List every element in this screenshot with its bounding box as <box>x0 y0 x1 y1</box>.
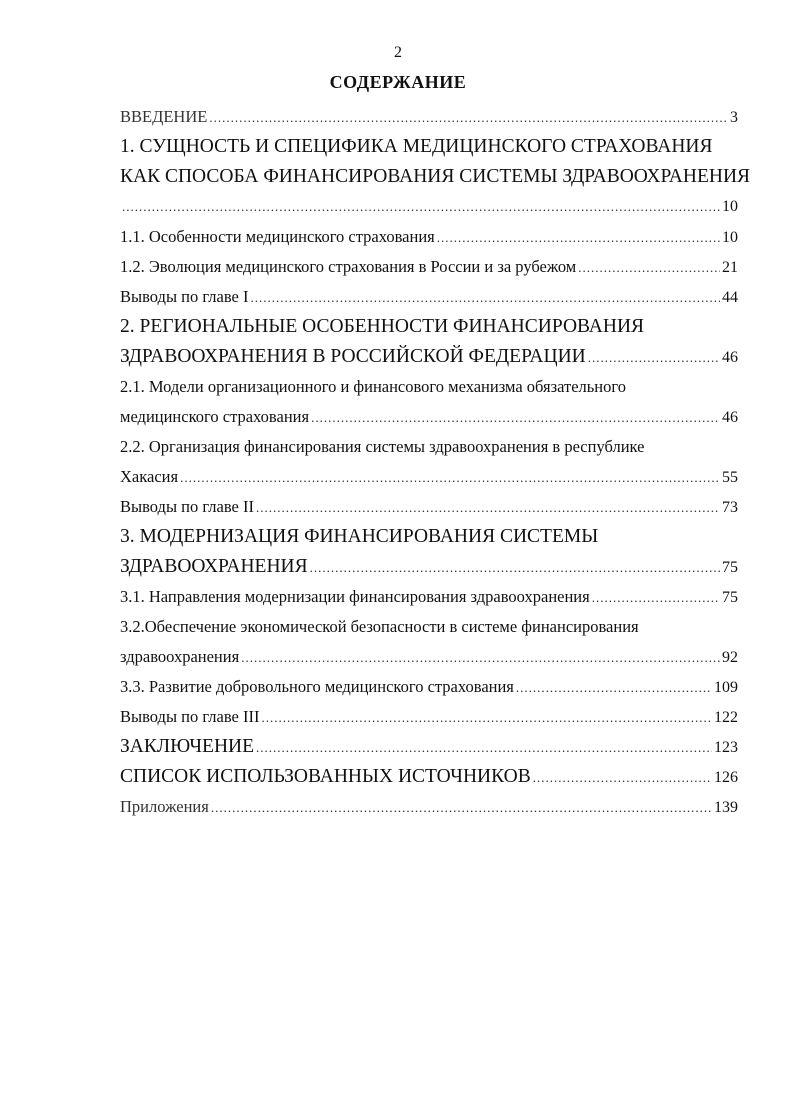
dot-leader <box>592 583 720 613</box>
dot-leader <box>578 253 720 283</box>
toc-entry-text: ЗДРАВООХРАНЕНИЯ <box>120 556 308 577</box>
toc-entry-appendix <box>120 792 738 822</box>
toc-chapter-1-line2: КАК СПОСОБА ФИНАНСИРОВАНИЯ СИСТЕМЫ ЗДРАВООХРАНЕНИЯ <box>120 166 751 187</box>
toc-entry-text: 1.1. Особенности медицинского страхования <box>120 227 435 246</box>
toc-page-number: 75 <box>722 559 738 576</box>
toc-entry-3-3 <box>120 672 738 702</box>
toc-page-number: 122 <box>714 709 738 726</box>
toc-page-number: 46 <box>722 349 738 366</box>
toc-entry-2-2-line2 <box>120 462 738 492</box>
dot-leader <box>533 763 712 793</box>
toc-page-number: 73 <box>722 499 738 516</box>
toc-entry-text: 3.3. Развитие добровольного медицинского страхования <box>120 677 514 696</box>
toc-entry-text: ВВЕДЕНИЕ <box>120 107 208 126</box>
toc-entry-text: Выводы по главе III <box>120 707 260 726</box>
page-number: 2 <box>394 44 402 61</box>
toc-chapter-2-line2 <box>120 342 738 372</box>
toc-entry-text: медицинского страхования <box>120 407 310 426</box>
toc-page-number: 3 <box>730 109 738 126</box>
toc-page-number: 21 <box>722 259 738 276</box>
toc-entry-conclusions-1 <box>120 282 738 312</box>
toc-page-number: 109 <box>714 679 738 696</box>
toc-page-number: 139 <box>714 799 738 816</box>
toc-entry-1-2 <box>120 252 738 282</box>
toc-entry-1-1 <box>120 222 738 252</box>
toc-chapter-1-line1: 1. СУЩНОСТЬ И СПЕЦИФИКА МЕДИЦИНСКОГО СТРАХОВАНИЯ <box>120 136 713 157</box>
toc-entry-3-2-line1: 3.2.Обеспечение экономической безопасности в системе финансирования <box>120 617 639 636</box>
toc-page-number: 126 <box>714 769 738 786</box>
toc-entry-text: Хакасия <box>120 467 179 486</box>
toc-entry-2-1-line2 <box>120 402 738 432</box>
toc-page-number: 44 <box>722 289 738 306</box>
toc-entry-text: 1.2. Эволюция медицинского страхования в России и за рубежом <box>120 257 577 276</box>
toc-entry-conclusions-2 <box>120 492 738 522</box>
toc-chapter-3-line2 <box>120 552 738 582</box>
toc-entry-2-2-line1: 2.2. Организация финансирования системы здравоохранения в республике <box>120 437 645 456</box>
dot-leader <box>310 553 720 583</box>
toc-page-number: 75 <box>722 589 738 606</box>
toc-entry-3-1 <box>120 582 738 612</box>
toc-chapter-1-page-row <box>120 192 738 222</box>
dot-leader <box>516 673 712 703</box>
toc-entry-3-2-line2 <box>120 642 738 672</box>
dot-leader <box>261 703 712 733</box>
dot-leader <box>180 463 720 493</box>
dot-leader <box>311 403 720 433</box>
toc-chapter-3-line1: 3. МОДЕРНИЗАЦИЯ ФИНАНСИРОВАНИЯ СИСТЕМЫ <box>120 526 599 547</box>
toc-entry-conclusions-3 <box>120 702 738 732</box>
toc-entry-text: Приложения <box>120 797 209 816</box>
dot-leader <box>256 493 720 523</box>
toc-page-number: 55 <box>722 469 738 486</box>
toc-page-number: 10 <box>722 229 738 246</box>
toc-entry-text: ЗДРАВООХРАНЕНИЯ В РОССИЙСКОЙ ФЕДЕРАЦИИ <box>120 346 586 367</box>
dot-leader <box>211 793 712 823</box>
toc-page-number: 123 <box>714 739 738 756</box>
dot-leader <box>256 733 712 763</box>
toc-entry-conclusion <box>120 732 738 762</box>
toc-entry-text: СПИСОК ИСПОЛЬЗОВАННЫХ ИСТОЧНИКОВ <box>120 766 531 787</box>
table-of-contents <box>120 102 751 822</box>
toc-entry-text: Выводы по главе II <box>120 497 254 516</box>
dot-leader <box>209 103 728 133</box>
toc-page-number: 46 <box>722 409 738 426</box>
toc-chapter-2-line1: 2. РЕГИОНАЛЬНЫЕ ОСОБЕННОСТИ ФИНАНСИРОВАНИЯ <box>120 316 645 337</box>
dot-leader <box>588 343 720 373</box>
toc-entry-2-1-line1: 2.1. Модели организационного и финансового механизма обязательного <box>120 377 626 396</box>
dot-leader <box>241 643 720 673</box>
dot-leader <box>437 223 720 253</box>
toc-page-number: 10 <box>722 198 738 215</box>
toc-entry-text: здравоохранения <box>120 647 240 666</box>
toc-title: СОДЕРЖАНИЕ <box>329 72 467 92</box>
toc-page-number: 92 <box>722 649 738 666</box>
toc-entry-text: 3.1. Направления модернизации финансирования здравоохранения <box>120 587 590 606</box>
toc-entry-text: ЗАКЛЮЧЕНИЕ <box>120 736 255 757</box>
dot-leader <box>122 192 720 222</box>
toc-entry-intro <box>120 102 738 132</box>
dot-leader <box>250 283 720 313</box>
toc-entry-text: Выводы по главе I <box>120 287 249 306</box>
toc-entry-sources <box>120 762 738 792</box>
